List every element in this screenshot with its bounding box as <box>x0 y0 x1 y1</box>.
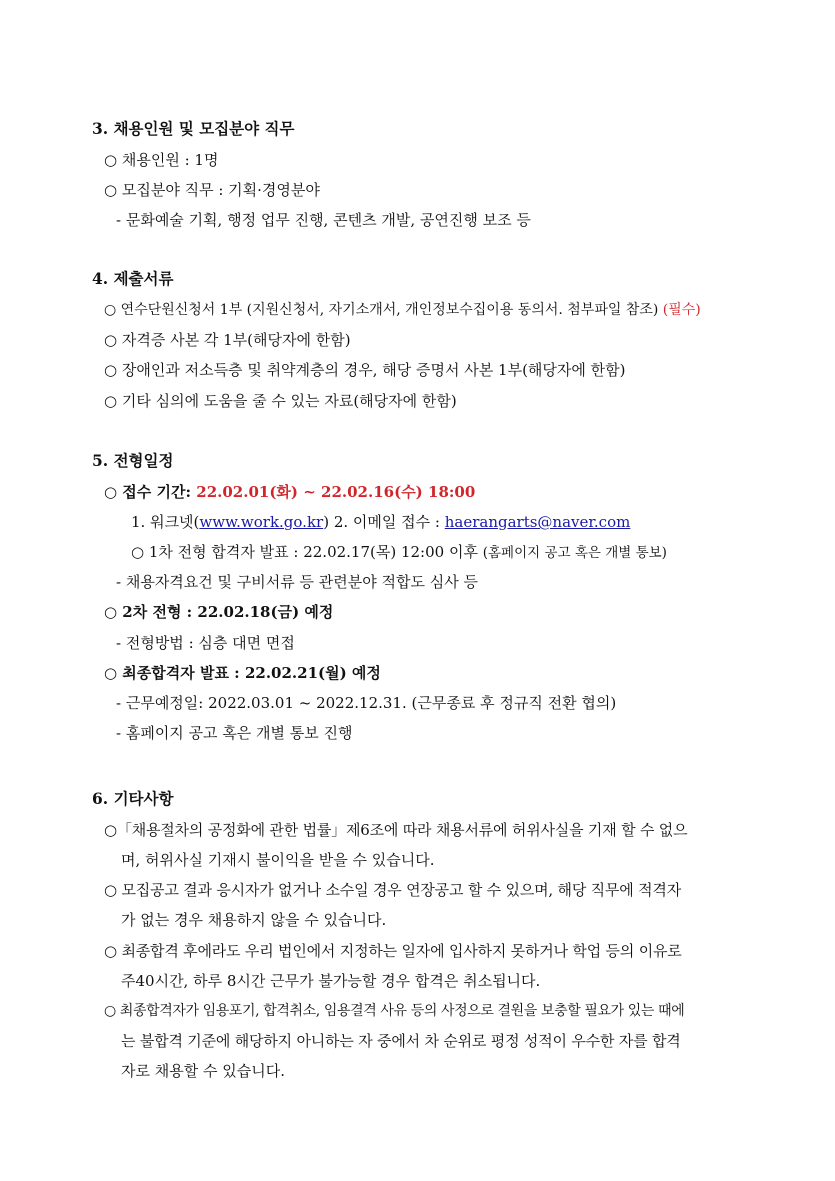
worknet-link[interactable]: www.work.go.kr <box>199 513 324 531</box>
s6-item-1-line-1: ○「채용절차의 공정화에 관한 법률」제6조에 따라 채용서류에 허위사실을 기재 할 수 없으 <box>104 821 688 839</box>
s5-period-line <box>104 482 475 502</box>
section-4-heading: 4. 제출서류 <box>92 269 174 288</box>
s3-job-duties: - 문화예술 기획, 행정 업무 진행, 콘텐츠 개발, 공연진행 보조 등 <box>116 211 531 229</box>
s5-period-value: 22.02.01(화) ~ 22.02.16(수) 18:00 <box>196 483 476 501</box>
s5-final-announce: ○ 최종합격자 발표 : 22.02.21(월) 예정 <box>104 664 381 682</box>
s6-item-3-line-1: ○ 최종합격 후에라도 우리 법인에서 지정하는 일자에 입사하지 못하거나 학업 등의 이유로 <box>104 942 682 960</box>
s4-application-text: ○ 연수단원신청서 1부 (지원신청서, 자기소개서, 개인정보수집이용 동의서. 첨부파일 참조) <box>104 302 659 318</box>
s6-item-2-line-2: 가 없는 경우 채용하지 않을 수 있습니다. <box>121 911 387 929</box>
s6-item-4-line-2: 는 불합격 기준에 해당하지 아니하는 자 중에서 차 순위로 평정 성적이 우수한 자를 합격 <box>121 1032 681 1050</box>
s5-period-label: ○ 접수 기간: <box>104 483 192 501</box>
s5-second-round: ○ 2차 전형 : 22.02.18(금) 예정 <box>104 603 334 621</box>
email-label: ) 2. 이메일 접수 : <box>323 513 445 531</box>
s4-disability-doc: ○ 장애인과 저소득층 및 취약계층의 경우, 해당 증명서 사본 1부(해당자에 한함) <box>104 361 626 379</box>
s6-item-1-line-2: 며, 허위사실 기재시 불이익을 받을 수 있습니다. <box>121 851 435 869</box>
required-tag: (필수) <box>662 302 701 318</box>
s4-other-doc: ○ 기타 심의에 도움을 줄 수 있는 자료(해당자에 한함) <box>104 392 457 410</box>
s4-certificate: ○ 자격증 사본 각 1부(해당자에 한함) <box>104 331 351 349</box>
s6-item-4-line-3: 자로 채용할 수 있습니다. <box>121 1062 285 1080</box>
s5-first-announce <box>131 542 667 563</box>
s3-headcount: ○ 채용인원 : 1명 <box>104 151 219 169</box>
s5-work-period: - 근무예정일: 2022.03.01 ~ 2022.12.31. (근무종료 후 정규직 전환 협의) <box>116 694 617 712</box>
s6-item-4-line-1: ○ 최종합격자가 임용포기, 합격취소, 임용결격 사유 등의 사정으로 결원을 보충할 필요가 있는 때에 <box>104 1003 685 1019</box>
first-announce-text: ○ 1차 전형 합격자 발표 : 22.02.17(목) 12:00 이후 <box>131 543 478 561</box>
s3-job-field: ○ 모집분야 직무 : 기획·경영분야 <box>104 181 320 199</box>
first-announce-note: (홈페이지 공고 혹은 개별 통보) <box>482 545 667 561</box>
section-6-heading: 6. 기타사항 <box>92 789 174 808</box>
section-3-heading: 3. 채용인원 및 모집분야 직무 <box>92 119 295 138</box>
worknet-label: 1. 워크넷( <box>131 513 200 531</box>
s5-screen-note: - 채용자격요건 및 구비서류 등 관련분야 적합도 심사 등 <box>116 573 478 591</box>
section-5-heading: 5. 전형일정 <box>92 451 174 470</box>
s4-application-form <box>104 300 701 320</box>
s5-apply-methods <box>131 512 630 532</box>
s6-item-3-line-2: 주40시간, 하루 8시간 근무가 불가능할 경우 합격은 취소됩니다. <box>121 972 541 990</box>
s5-second-method: - 전형방법 : 심층 대면 면접 <box>116 634 295 652</box>
s6-item-2-line-1: ○ 모집공고 결과 응시자가 없거나 소수일 경우 연장공고 할 수 있으며, 해당 직무에 적격자 <box>104 881 681 899</box>
s5-notify: - 홈페이지 공고 혹은 개별 통보 진행 <box>116 724 353 742</box>
email-link[interactable]: haerangarts@naver.com <box>444 513 631 531</box>
